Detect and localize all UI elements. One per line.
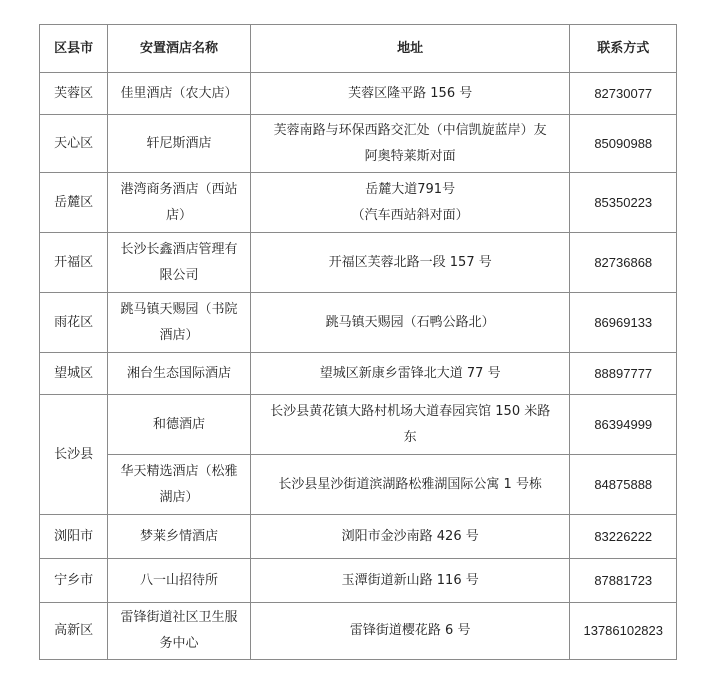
- hotel-cell: 梦莱乡情酒店: [108, 515, 251, 559]
- address-line: 芙蓉南路与环保西路交汇处（中信凯旋蓝岸）友: [273, 122, 547, 138]
- address-line: 长沙县黄花镇大路村机场大道春园宾馆 150 米路: [270, 403, 551, 419]
- address-cell: [250, 353, 570, 395]
- hotel-cell: 佳里酒店（农大店）: [108, 73, 251, 115]
- address-line: 东: [403, 429, 417, 445]
- table-row: [40, 173, 677, 233]
- hotel-cell: 跳马镇天赐园（书院酒店）: [108, 293, 251, 353]
- phone-cell: 13786102823: [570, 603, 677, 660]
- address-line: （汽车西站斜对面）: [351, 207, 469, 223]
- table-row: [40, 233, 677, 293]
- hotel-cell: 华天精选酒店（松雅湖店）: [108, 455, 251, 515]
- header-phone: 联系方式: [570, 25, 677, 73]
- hotel-cell: 八一山招待所: [108, 559, 251, 603]
- header-address: 地址: [250, 25, 570, 73]
- address-cell: [250, 559, 570, 603]
- table-row: [40, 73, 677, 115]
- table-row: [40, 455, 677, 515]
- header-row: [40, 25, 677, 73]
- address-cell: [250, 115, 570, 173]
- district-cell: 长沙县: [40, 395, 108, 515]
- address-line: 长沙县星沙街道滨湖路松雅湖国际公寓 1 号栋: [278, 476, 542, 492]
- address-line: 玉潭街道新山路 116 号: [341, 572, 479, 588]
- district-cell: 雨花区: [40, 293, 108, 353]
- address-line: 开福区芙蓉北路一段 157 号: [328, 254, 492, 270]
- address-line: 雷锋街道樱花路 6 号: [349, 623, 471, 638]
- phone-cell: 83226222: [570, 515, 677, 559]
- address-cell: [250, 455, 570, 515]
- table-row: [40, 603, 677, 660]
- phone-cell: 87881723: [570, 559, 677, 603]
- table-row: [40, 353, 677, 395]
- header-hotel: 安置酒店名称: [108, 25, 251, 73]
- hotel-cell: 轩尼斯酒店: [108, 115, 251, 173]
- phone-cell: 82736868: [570, 233, 677, 293]
- table-row: [40, 395, 677, 455]
- district-cell: 开福区: [40, 233, 108, 293]
- district-cell: 岳麓区: [40, 173, 108, 233]
- hotel-cell: 港湾商务酒店（西站店）: [108, 173, 251, 233]
- district-cell: 望城区: [40, 353, 108, 395]
- address-line: 望城区新康乡雷锋北大道 77 号: [319, 365, 501, 381]
- table-row: [40, 293, 677, 353]
- hotel-cell: 雷锋街道社区卫生服务中心: [108, 603, 251, 660]
- district-cell: 浏阳市: [40, 515, 108, 559]
- phone-cell: 86969133: [570, 293, 677, 353]
- address-line: 跳马镇天赐园（石鸭公路北）: [325, 314, 495, 330]
- address-cell: [250, 233, 570, 293]
- hotel-table: [39, 24, 677, 660]
- address-line: 浏阳市金沙南路 426 号: [341, 528, 479, 544]
- table-row: [40, 515, 677, 559]
- address-cell: [250, 515, 570, 559]
- district-cell: 天心区: [40, 115, 108, 173]
- district-cell: 芙蓉区: [40, 73, 108, 115]
- phone-cell: 82730077: [570, 73, 677, 115]
- hotel-cell: 和德酒店: [108, 395, 251, 455]
- address-cell: [250, 603, 570, 660]
- address-line: 阿奥特莱斯对面: [364, 148, 456, 164]
- header-district: 区县市: [40, 25, 108, 73]
- phone-cell: 88897777: [570, 353, 677, 395]
- hotel-cell: 湘台生态国际酒店: [108, 353, 251, 395]
- phone-cell: 84875888: [570, 455, 677, 515]
- address-cell: [250, 293, 570, 353]
- district-cell: 高新区: [40, 603, 108, 660]
- address-cell: [250, 173, 570, 233]
- address-line: 岳麓大道791号: [365, 181, 456, 197]
- table-row: [40, 115, 677, 173]
- district-cell: 宁乡市: [40, 559, 108, 603]
- phone-cell: 86394999: [570, 395, 677, 455]
- phone-cell: 85090988: [570, 115, 677, 173]
- address-cell: [250, 73, 570, 115]
- address-line: 芙蓉区隆平路 156 号: [348, 85, 473, 101]
- table-row: [40, 559, 677, 603]
- phone-cell: 85350223: [570, 173, 677, 233]
- address-cell: [250, 395, 570, 455]
- hotel-cell: 长沙长鑫酒店管理有限公司: [108, 233, 251, 293]
